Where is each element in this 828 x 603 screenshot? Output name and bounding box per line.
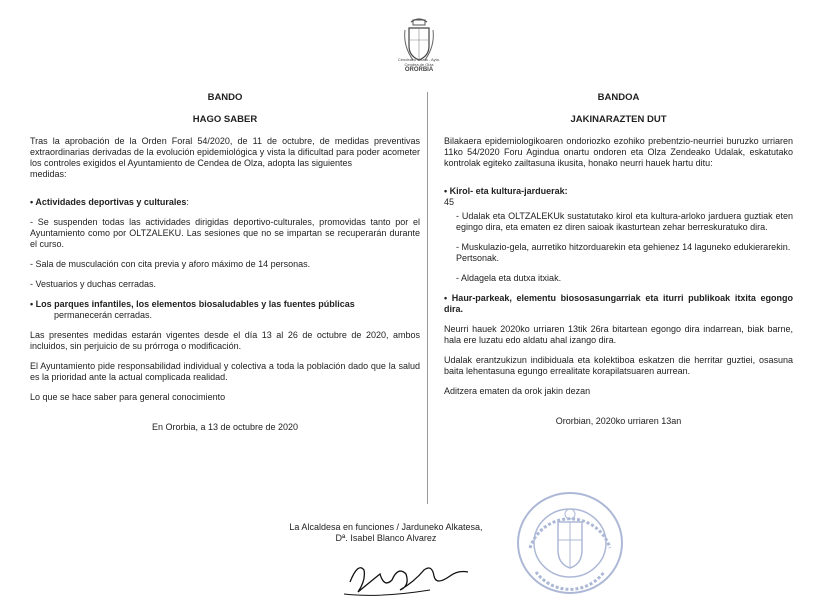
left-bullet1-label: • Actividades deportivas y culturales bbox=[30, 197, 187, 207]
left-item2: - Sala de musculación con cita previa y aforo máximo de 14 personas. bbox=[30, 259, 311, 269]
official-stamp-icon bbox=[512, 488, 632, 598]
signature-role: La Alcaldesa en funciones / Jarduneko Alkatesa, bbox=[289, 522, 483, 532]
left-bullet2: • Los parques infantiles, los elementos biosaludables y las fuentes públicas bbox=[30, 299, 355, 309]
right-bullet1: • Kirol- eta kultura-jarduerak: bbox=[444, 186, 568, 196]
left-subtitle: HAGO SABER bbox=[192, 114, 258, 125]
left-intro: Tras la aprobación de la Orden Foral 54/2020, de 11 de octubre, de medidas preventivas extraordinarias derivadas de la evolución epidemiológica y vista la dificultad para poder acometer los controles exigidos el Ayuntamiento de Cendea de Olza, adopta las siguientes bbox=[30, 136, 420, 168]
handwritten-signature-icon bbox=[340, 552, 480, 602]
right-intro: Bilakaera epidemiologikoaren ondoriozko ezohiko prebentzio-neurriei buruzko urriaren 11ko 54/2020 Foru Agindua onartu ondoren eta Olza Zendeako Udalak, eskatutako kontrolak egiteko zailtasuna ikusita, honako neurri hauek hartu ditu: bbox=[444, 136, 793, 168]
right-date: Ororbian, 2020ko urriaren 13an bbox=[555, 416, 682, 426]
right-item2-tail: Pertsonak. bbox=[456, 253, 500, 263]
right-title: BANDOA bbox=[597, 92, 640, 103]
left-title: BANDO bbox=[207, 92, 243, 103]
signature-name: Dª. Isabel Blanco Alvarez bbox=[335, 533, 437, 543]
right-para3: Aditzera ematen da orok jakin dezan bbox=[444, 386, 591, 396]
left-bullet2-tail: permanecerán cerradas. bbox=[54, 310, 153, 320]
left-intro-end: medidas: bbox=[30, 169, 67, 179]
left-date: En Ororbia, a 13 de octubre de 2020 bbox=[151, 422, 299, 432]
left-item3: - Vestuarios y duchas cerradas. bbox=[30, 279, 157, 289]
basque-column bbox=[444, 92, 793, 427]
signature-block bbox=[256, 522, 516, 544]
right-para1: Neurri hauek 2020ko urriaren 13tik 26ra bitartean egongo dira indarrean, biak barne, hala ere luzatu edo aldatu ahal izango dira. bbox=[444, 324, 793, 345]
right-item3: - Aldagela eta dutxa itxiak. bbox=[456, 273, 562, 283]
left-bullet1-colon: : bbox=[186, 197, 189, 207]
left-item1: - Se suspenden todas las actividades dirigidas deportivo-culturales, promovidas tanto por el Ayuntamiento como por OLTZALEKU. Las sesiones que no se impartan se recuperarán durante el curso. bbox=[30, 217, 420, 249]
right-subtitle: JAKINARAZTEN DUT bbox=[570, 114, 667, 125]
crest-caption: Cendeako Udala - Ayto. Cendea de Olza ORORBIA bbox=[397, 57, 441, 73]
spanish-column bbox=[30, 92, 420, 433]
left-bullet1 bbox=[30, 197, 420, 208]
right-item2: - Muskulazio-gela, aurretiko hitzorduarekin eta gehienez 14 laguneko edukierarekin. bbox=[456, 242, 791, 252]
right-bullet2: • Haur-parkeak, elementu biososasungarriak eta iturri publikoak itxita egongo dira. bbox=[444, 293, 793, 314]
column-divider bbox=[427, 92, 428, 504]
right-item1: - Udalak eta OLTZALEKUk sustatutako kirol eta kultura-arloko jarduera guztiak eten egingo dira, eta ematen ez diren saioak ikasturtean zehar berreskuratuko dira. bbox=[456, 211, 793, 232]
right-para2: Udalak erantzukizun indibiduala eta kolektiboa eskatzen die herritar guztiei, osasuna baita lehentasuna egungo errealitate korapilatsuaren aurrean. bbox=[444, 355, 793, 376]
right-bullet1-num: 45 bbox=[444, 197, 455, 207]
left-para1: Las presentes medidas estarán vigentes desde el día 13 al 26 de octubre de 2020, ambos incluidos, sin perjuicio de su prórroga o modificación. bbox=[30, 330, 420, 351]
left-para3: Lo que se hace saber para general conocimiento bbox=[30, 392, 226, 402]
left-para2: El Ayuntamiento pide responsabilidad individual y colectiva a toda la población dado que la salud es la prioridad ante la actual complicada realidad. bbox=[30, 361, 420, 382]
